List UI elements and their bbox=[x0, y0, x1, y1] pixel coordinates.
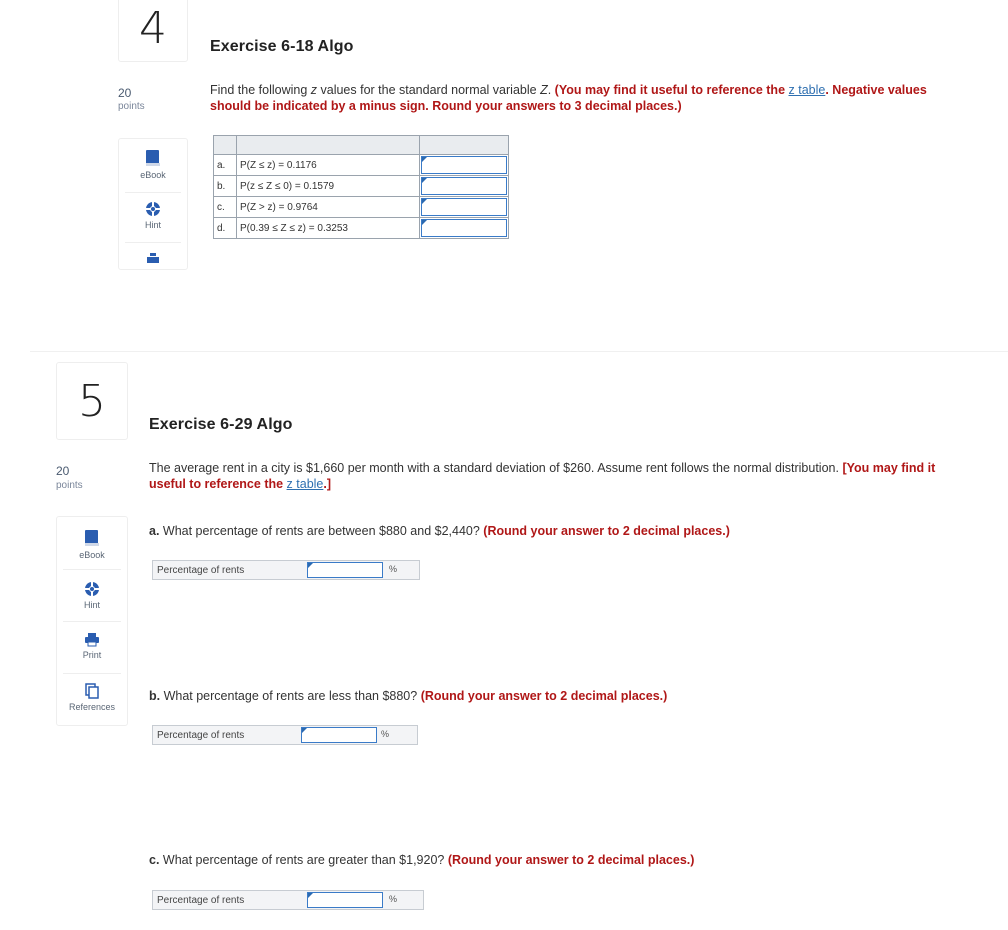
table-row bbox=[214, 197, 509, 218]
row-expression: P(0.39 ≤ Z ≤ z) = 0.3253 bbox=[237, 218, 420, 239]
row-letter: a. bbox=[214, 155, 237, 176]
question-4-tools-panel bbox=[118, 138, 188, 270]
answer-input-c[interactable] bbox=[421, 198, 507, 216]
flag-icon bbox=[422, 220, 427, 225]
documents-icon bbox=[84, 683, 100, 699]
z-table-link[interactable]: z table bbox=[286, 477, 324, 491]
hint-label: Hint bbox=[144, 220, 161, 230]
table-row bbox=[214, 155, 509, 176]
question-5c-text: c. What percentage of rents are greater than $1,920? (Round your answer to 2 decimal places.) bbox=[149, 853, 695, 867]
question-4-prompt: Find the following z values for the standard normal variable Z. (You may find it useful to reference the z table. Negative values should be indicated by a minus sign. Round your answers to 3 decimal places.) bbox=[210, 83, 927, 113]
percentage-input-b[interactable] bbox=[301, 727, 377, 743]
question-4-points-label: points bbox=[118, 101, 145, 112]
flag-icon bbox=[302, 728, 307, 733]
hint-label: Hint bbox=[83, 600, 100, 610]
ebook-label: eBook bbox=[79, 550, 105, 560]
references-label: References bbox=[68, 702, 116, 712]
question-5-tools-panel bbox=[56, 516, 128, 726]
field-label: Percentage of rents bbox=[157, 894, 245, 906]
question-5a-response bbox=[152, 560, 420, 580]
row-letter: c. bbox=[214, 197, 237, 218]
lifebuoy-icon bbox=[145, 201, 161, 217]
question-5-points: 20 bbox=[56, 464, 70, 478]
answer-input-b[interactable] bbox=[421, 177, 507, 195]
flag-icon bbox=[308, 563, 313, 568]
row-letter: d. bbox=[214, 218, 237, 239]
question-5c-response bbox=[152, 890, 424, 910]
row-letter: b. bbox=[214, 176, 237, 197]
question-5b-response bbox=[152, 725, 418, 745]
table-row bbox=[214, 176, 509, 197]
question-5-number: 5 bbox=[78, 375, 106, 427]
question-4-number: 4 bbox=[139, 2, 167, 54]
print-tool[interactable] bbox=[119, 253, 187, 263]
answer-input-a[interactable] bbox=[421, 156, 507, 174]
hint-tool[interactable] bbox=[119, 201, 187, 230]
print-tool[interactable] bbox=[57, 633, 127, 660]
table-row bbox=[214, 218, 509, 239]
ebook-label: eBook bbox=[140, 170, 166, 180]
print-label: Print bbox=[82, 650, 102, 660]
question-5-points-label: points bbox=[56, 480, 83, 491]
ebook-tool[interactable] bbox=[57, 529, 127, 560]
question-5a-text: a. What percentage of rents are between $880 and $2,440? (Round your answer to 2 decimal places.) bbox=[149, 524, 730, 538]
question-5-title: Exercise 6-29 Algo bbox=[149, 416, 293, 433]
z-table-link[interactable]: z table bbox=[788, 83, 826, 97]
references-tool[interactable] bbox=[57, 683, 127, 712]
printer-icon bbox=[145, 253, 161, 263]
question-4-points: 20 bbox=[118, 86, 132, 100]
ebook-icon bbox=[145, 149, 161, 167]
field-label: Percentage of rents bbox=[157, 564, 245, 576]
question-4-number-box bbox=[118, 0, 188, 62]
printer-icon bbox=[84, 633, 100, 647]
question-5b-text: b. What percentage of rents are less than $880? (Round your answer to 2 decimal places.) bbox=[149, 689, 668, 703]
question-4-answer-table bbox=[213, 135, 509, 239]
row-expression: P(z ≤ Z ≤ 0) = 0.1579 bbox=[237, 176, 420, 197]
row-expression: P(Z ≤ z) = 0.1176 bbox=[237, 155, 420, 176]
flag-icon bbox=[422, 178, 427, 183]
lifebuoy-icon bbox=[84, 581, 100, 597]
field-label: Percentage of rents bbox=[157, 729, 245, 741]
percent-unit: % bbox=[381, 729, 390, 739]
answer-input-d[interactable] bbox=[421, 219, 507, 237]
percentage-input-a[interactable] bbox=[307, 562, 383, 578]
percent-unit: % bbox=[389, 564, 398, 574]
question-4-title: Exercise 6-18 Algo bbox=[210, 38, 354, 55]
flag-icon bbox=[422, 157, 427, 162]
flag-icon bbox=[422, 199, 427, 204]
hint-tool[interactable] bbox=[57, 581, 127, 610]
question-5-prompt: The average rent in a city is $1,660 per month with a standard deviation of $260. Assume rent follows the normal distribution. [You may find it useful to reference the z table.] bbox=[149, 461, 936, 491]
row-expression: P(Z > z) = 0.9764 bbox=[237, 197, 420, 218]
ebook-tool[interactable] bbox=[119, 149, 187, 180]
question-divider bbox=[30, 351, 1008, 352]
ebook-icon bbox=[84, 529, 100, 547]
percent-unit: % bbox=[389, 894, 398, 904]
percentage-input-c[interactable] bbox=[307, 892, 383, 908]
flag-icon bbox=[308, 893, 313, 898]
question-5-number-box bbox=[56, 362, 128, 440]
